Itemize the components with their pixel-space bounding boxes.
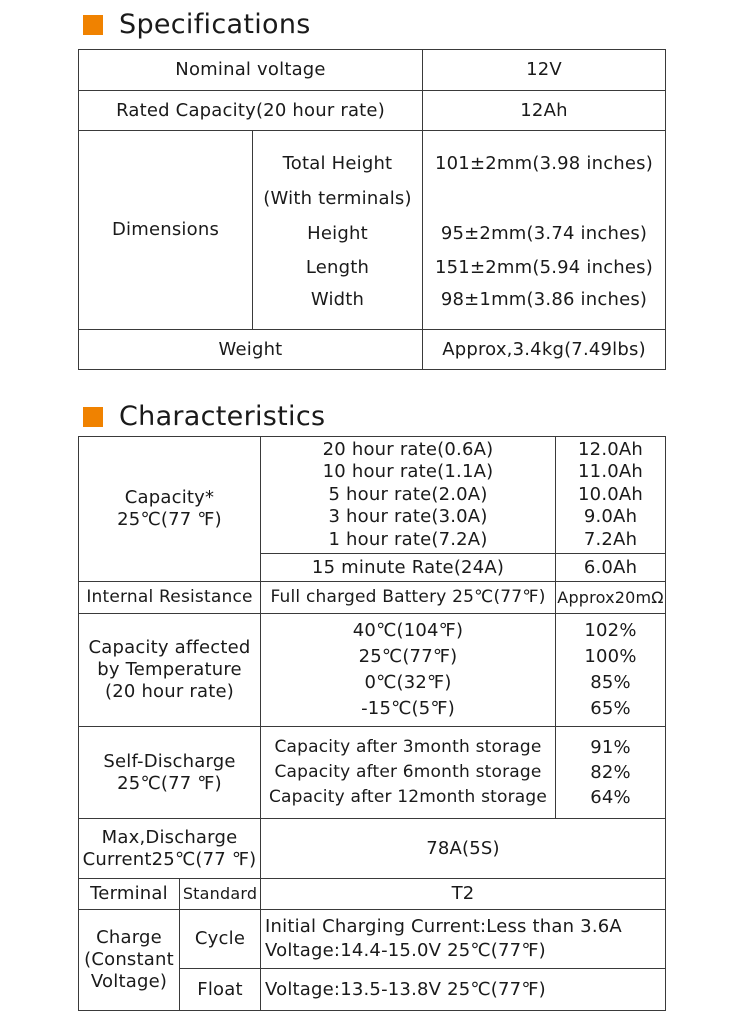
table-row [79,819,666,879]
max-discharge-label-cell [79,819,261,879]
charge-label-3: Voltage) [90,970,168,992]
temp-0c: 0℃(32℉) [364,672,452,693]
float-label: Float [180,969,261,1011]
dimensions-labels-cell [253,131,423,330]
with-terminals-label: (With terminals) [263,187,412,209]
charge-label-1: Charge [96,927,162,949]
orange-square-icon [83,407,103,427]
capacity-values-cell [556,437,666,554]
width-value: 98±1mm(3.86 inches) [440,288,648,310]
temp-25c-value: 100% [584,646,637,667]
height-label: Height [307,222,368,244]
internal-resistance-condition: Full charged Battery 25℃(77℉) [261,582,556,614]
capacity-15min-value: 6.0Ah [556,554,666,582]
rate-15min: 15 minute Rate(24A) [261,554,556,582]
max-discharge-temp-label: Current25℃(77 ℉) [82,848,257,870]
temp-0c-value: 85% [590,672,631,693]
specifications-header [83,9,311,40]
self-discharge-label-cell [79,727,261,819]
rated-capacity-value: 12Ah [423,91,666,131]
max-discharge-label: Max,Discharge [101,826,238,848]
nominal-voltage-value: 12V [423,50,666,91]
self-discharge-list-cell [261,727,556,819]
charge-label-cell [79,910,180,1011]
terminal-label: Terminal [79,879,180,910]
internal-resistance-label: Internal Resistance [79,582,261,614]
capacity-1h-value: 7.2Ah [583,528,638,550]
capacity-10h-value: 11.0Ah [578,461,644,483]
table-row [79,727,666,819]
cycle-value-cell [261,910,666,969]
table-row [79,437,666,554]
float-value: Voltage:13.5-13.8V 25℃(77℉) [261,969,666,1011]
capacity-20h-value: 12.0Ah [578,438,644,460]
rate-3h: 3 hour rate(3.0A) [328,506,488,528]
length-value: 151±2mm(5.94 inches) [435,256,653,278]
table-row [79,879,666,910]
weight-value: Approx,3.4kg(7.49lbs) [423,330,666,370]
total-height-label: Total Height [282,152,393,174]
table-row [79,50,666,91]
storage-12month: Capacity after 12month storage [268,787,548,807]
cycle-line-2: Voltage:14.4-15.0V 25℃(77℉) [265,940,546,961]
terminal-value: T2 [261,879,666,910]
temperature-list-cell [261,614,556,727]
total-height-value: 101±2mm(3.98 inches) [435,152,653,174]
width-label: Width [310,288,365,310]
rate-20h: 20 hour rate(0.6A) [322,438,494,460]
temp-minus15c: -15℃(5℉) [361,698,455,719]
characteristics-header [83,401,325,432]
max-discharge-value: 78A(5S) [261,819,666,879]
storage-3month-value: 91% [590,737,631,758]
nominal-voltage-label: Nominal voltage [79,50,423,91]
self-discharge-label: Self-Discharge [103,750,236,772]
self-discharge-temp-label: 25℃(77 ℉) [117,772,222,794]
table-row [79,582,666,614]
capacity-label: Capacity* [124,487,215,509]
capacity-temp-label: 25℃(77 ℉) [117,509,222,530]
specifications-table [78,49,666,370]
storage-12month-value: 64% [590,787,631,808]
terminal-standard-label: Standard [180,879,261,910]
table-row [79,614,666,727]
orange-square-icon [83,15,103,35]
specifications-title: Specifications [119,9,311,40]
characteristics-table [78,436,666,1011]
temperature-label-3: (20 hour rate) [105,680,234,702]
storage-6month-value: 82% [590,762,631,783]
cycle-label: Cycle [180,910,261,969]
table-row [79,910,666,969]
table-row [79,330,666,370]
rate-10h: 10 hour rate(1.1A) [322,461,494,483]
temp-40c: 40℃(104℉) [352,620,464,641]
dimensions-label: Dimensions [79,131,253,330]
internal-resistance-value: Approx20mΩ [556,582,666,614]
temperature-label-2: by Temperature [97,659,242,681]
capacity-rates-cell [261,437,556,554]
characteristics-title: Characteristics [119,401,326,432]
temp-minus15c-value: 65% [590,698,631,719]
length-label: Length [305,256,370,278]
rate-1h: 1 hour rate(7.2A) [328,528,488,550]
capacity-label-cell [79,437,261,582]
weight-label: Weight [79,330,423,370]
table-row [79,131,666,330]
table-row [79,91,666,131]
capacity-3h-value: 9.0Ah [583,506,638,528]
dimensions-values-cell [423,131,666,330]
storage-6month: Capacity after 6month storage [274,762,542,782]
rated-capacity-label: Rated Capacity(20 hour rate) [79,91,423,131]
height-value: 95±2mm(3.74 inches) [440,222,648,244]
temp-25c: 25℃(77℉) [358,646,458,667]
capacity-5h-value: 10.0Ah [578,483,644,505]
rate-5h: 5 hour rate(2.0A) [328,483,488,505]
temp-40c-value: 102% [584,620,637,641]
temperature-label-cell [79,614,261,727]
self-discharge-values-cell [556,727,666,819]
temperature-label-1: Capacity affected [88,637,251,659]
storage-3month: Capacity after 3month storage [274,737,542,757]
charge-label-2: (Constant [84,949,174,971]
temperature-values-cell [556,614,666,727]
cycle-line-1: Initial Charging Current:Less than 3.6A [265,916,622,937]
